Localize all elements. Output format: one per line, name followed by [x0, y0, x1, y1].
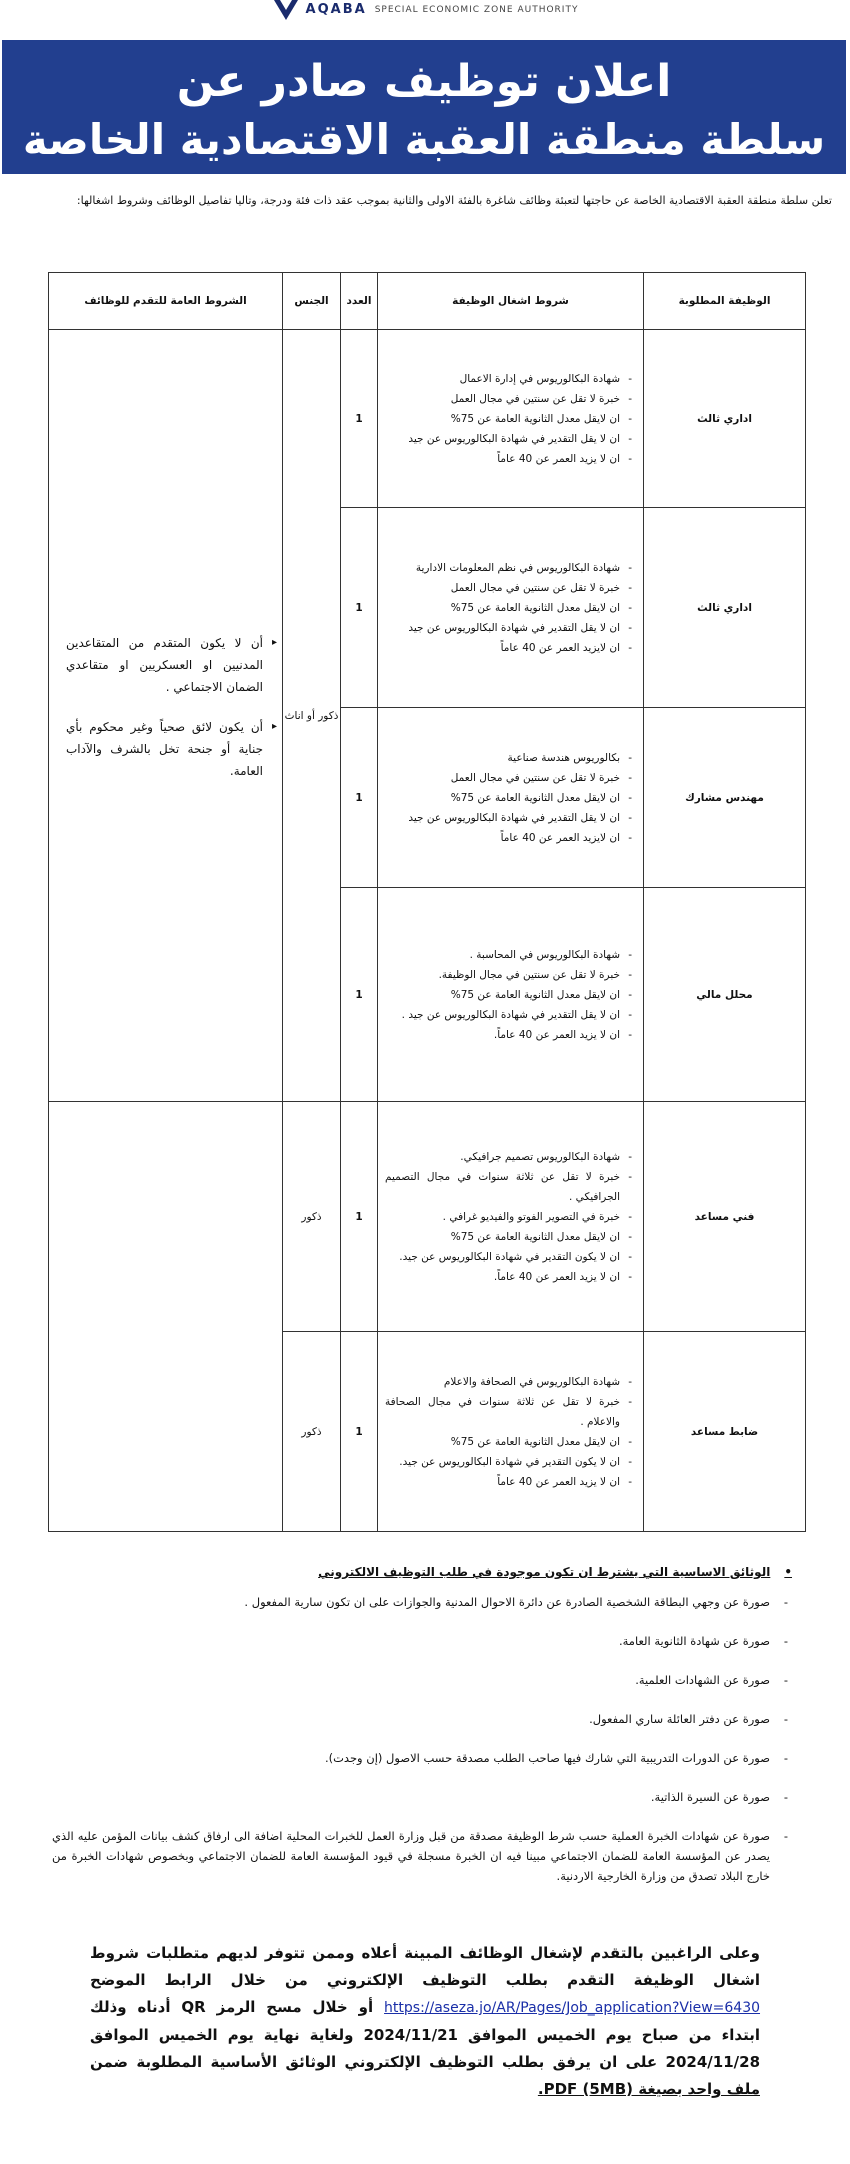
requirement-item: - شهادة البكالوريوس في المحاسبة . — [385, 945, 620, 965]
job-requirements — [378, 888, 644, 1102]
documents-heading: • الوثائق الاساسية التي يشترط ان تكون موجودة في طلب التوظيف الالكتروني — [52, 1562, 792, 1582]
requirement-item: - ان لايقل معدل الثانوية العامة عن 75% — [385, 1432, 620, 1452]
requirement-item: - شهادة البكالوريوس تصميم جرافيكي. — [385, 1147, 620, 1167]
closing-text-part1: وعلى الراغبين بالتقدم لإشغال الوظائف المبينة أعلاه وممن تتوفر لديهم متطلبات شروط اشغال الوظيفة التقدم بطلب التوظيف الإلكتروني من خلال الرابط الموضح — [90, 1944, 760, 1989]
header-job-title: الوظيفة المطلوبة — [644, 273, 806, 330]
header-gender: الجنس — [283, 273, 341, 330]
job-requirements — [378, 708, 644, 888]
logo-header — [0, 0, 850, 40]
logo-subtitle: SPECIAL ECONOMIC ZONE AUTHORITY — [374, 5, 579, 15]
requirement-item: - بكالوريوس هندسة صناعية — [385, 748, 620, 768]
header-general-conditions: الشروط العامة للتقدم للوظائف — [49, 273, 283, 330]
requirement-item: - شهادة البكالوريوس في نظم المعلومات الادارية — [385, 558, 620, 578]
banner-title-line2: سلطة منطقة العقبة الاقتصادية الخاصة — [22, 115, 826, 164]
requirement-item: - ان لايقل معدل الثانوية العامة عن 75% — [385, 788, 620, 808]
job-count: 1 — [341, 508, 378, 708]
job-count: 1 — [341, 1332, 378, 1532]
requirement-item: - خبرة في التصوير الفوتو والفيديو غرافي . — [385, 1207, 620, 1227]
requirement-item: - ان لا يقل التقدير في شهادة البكالوريوس عن جيد — [385, 808, 620, 828]
requirement-item: - خبرة لا تقل عن ثلاثة سنوات في مجال الصحافة والاعلام . — [385, 1392, 620, 1432]
job-title: فني مساعد — [644, 1102, 806, 1332]
header-requirements: شروط اشغال الوظيفة — [378, 273, 644, 330]
requirement-item: - ان لا يقل التقدير في شهادة البكالوريوس عن جيد — [385, 618, 620, 638]
title-banner — [2, 40, 846, 174]
document-item: - صورة عن الدورات التدريبية التي شارك فيها صاحب الطلب مصدقة حسب الاصول (إن وجدت). — [52, 1748, 770, 1768]
requirement-item: - ان لا يكون التقدير في شهادة البكالوريوس عن جيد. — [385, 1452, 620, 1472]
job-count: 1 — [341, 1102, 378, 1332]
requirement-item: - ان لا يزيد العمر عن 40 عاماً — [385, 1472, 620, 1492]
requirement-item: - ان لايقل معدل الثانوية العامة عن 75% — [385, 1227, 620, 1247]
closing-text-part3: ملف واحد بصيغة PDF (5MB). — [537, 2080, 760, 2098]
job-title: محلل مالي — [644, 888, 806, 1102]
job-count: 1 — [341, 708, 378, 888]
requirement-item: - شهادة البكالوريوس في إدارة الاعمال — [385, 369, 620, 389]
requirement-item: - خبرة لا تقل عن سنتين في مجال العمل — [385, 578, 620, 598]
required-documents-section — [52, 1562, 792, 1905]
requirement-item: - ان لا يقل التقدير في شهادة البكالوريوس عن جيد . — [385, 1005, 620, 1025]
requirement-item: - ان لايقل معدل الثانوية العامة عن 75% — [385, 409, 620, 429]
requirement-item: - ان لا يكون التقدير في شهادة البكالوريوس عن جيد. — [385, 1247, 620, 1267]
jobs-table — [48, 272, 806, 1532]
closing-paragraph — [90, 1940, 760, 2103]
document-item: - صورة عن السيرة الذاتية. — [52, 1787, 770, 1807]
job-title: اداري ثالث — [644, 508, 806, 708]
document-item: - صورة عن شهادة الثانوية العامة. — [52, 1631, 770, 1651]
job-requirements — [378, 330, 644, 508]
requirement-item: - ان لايزيد العمر عن 40 عاماً — [385, 638, 620, 658]
job-title: ضابط مساعد — [644, 1332, 806, 1532]
job-requirements — [378, 1332, 644, 1532]
requirement-item: - خبرة لا تقل عن سنتين في مجال العمل — [385, 768, 620, 788]
requirement-item: - خبرة لا تقل عن سنتين في مجال العمل — [385, 389, 620, 409]
job-count: 1 — [341, 330, 378, 508]
gender-cell: ذكور أو اناث — [283, 330, 341, 1102]
table-row — [49, 330, 806, 508]
general-conditions-cell — [49, 330, 283, 1102]
table-row — [49, 1102, 806, 1332]
job-application-link[interactable]: https://aseza.jo/AR/Pages/Job_application?View=6430 — [384, 2000, 761, 2016]
intro-paragraph: تعلن سلطة منطقة العقبة الاقتصادية الخاصة عن حاجتها لتعبئة وظائف شاغرة بالفئة الاولى والثانية بموجب عقد ذات فئة ودرجة، وتاليا تفاصيل الوظائف وشروط اشغالها: — [76, 194, 832, 207]
requirement-item: - ان لا يقل التقدير في شهادة البكالوريوس عن جيد — [385, 429, 620, 449]
requirement-item: - ان لايقل معدل الثانوية العامة عن 75% — [385, 985, 620, 1005]
gender-cell: ذكور — [283, 1102, 341, 1332]
requirement-item: - ان لايقل معدل الثانوية العامة عن 75% — [385, 598, 620, 618]
job-title: اداري ثالث — [644, 330, 806, 508]
requirement-item: - ان لا يزيد العمر عن 40 عاماً. — [385, 1025, 620, 1045]
job-requirements — [378, 1102, 644, 1332]
gender-cell: ذكور — [283, 1332, 341, 1532]
condition-item: ▸ أن لا يكون المتقدم من المتقاعدين المدنيين او العسكريين او متقاعدي الضمان الاجتماعي . — [66, 632, 263, 698]
requirement-item: - ان لا يزيد العمر عن 40 عاماً — [385, 449, 620, 469]
requirement-item: - ان لايزيد العمر عن 40 عاماً — [385, 828, 620, 848]
aqaba-logo-icon — [272, 0, 300, 22]
requirement-item: - خبرة لا تقل عن سنتين في مجال الوظيفة. — [385, 965, 620, 985]
header-count: العدد — [341, 273, 378, 330]
requirement-item: - شهادة البكالوريوس في الصحافة والاعلام — [385, 1372, 620, 1392]
table-header-row — [49, 273, 806, 330]
banner-title-line1: اعلان توظيف صادر عن — [176, 56, 672, 107]
general-conditions-empty — [49, 1102, 283, 1532]
document-item: - صورة عن الشهادات العلمية. — [52, 1670, 770, 1690]
logo-text: AQABA — [305, 2, 367, 17]
job-count: 1 — [341, 888, 378, 1102]
document-item: - صورة عن دفتر العائلة ساري المفعول. — [52, 1709, 770, 1729]
condition-item: ▸ أن يكون لائق صحياً وغير محكوم بأي جناية أو جنحة تخل بالشرف والآداب العامة. — [66, 716, 263, 782]
closing-text-part2: أو خلال مسح الرمز QR أدناه وذلك ابتداء من صباح يوم الخميس الموافق 2024/11/21 ولغاية نهاية يوم الخميس الموافق 2024/11/28 على ان يرفق بطلب التوظيف الإلكتروني الوثائق الأساسية المطلوبة ضمن — [90, 1998, 760, 2071]
job-title: مهندس مشارك — [644, 708, 806, 888]
document-item: - صورة عن وجهي البطاقة الشخصية الصادرة عن دائرة الاحوال المدنية والجوازات على ان تكون سارية المفعول . — [52, 1592, 770, 1612]
requirement-item: - خبرة لا تقل عن ثلاثة سنوات في مجال التصميم الجرافيكي . — [385, 1167, 620, 1207]
requirement-item: - ان لا يزيد العمر عن 40 عاماً. — [385, 1267, 620, 1287]
job-requirements — [378, 508, 644, 708]
document-item: - صورة عن شهادات الخبرة العملية حسب شرط الوظيفة مصدقة من قبل وزارة العمل للخبرات المحلية اضافة الى ارفاق كشف بيانات المؤمن عليه الذي يصدر عن المؤسسة العامة للضمان الاجتماعي مبينا فيه ان الخبرة مسجلة في قيود المؤسسة العامة للضمان الاجتماعي وبخصوص شهادات الخبرة من خارج البلاد تصدق من وزارة الخارجية الاردنية. — [52, 1826, 770, 1886]
